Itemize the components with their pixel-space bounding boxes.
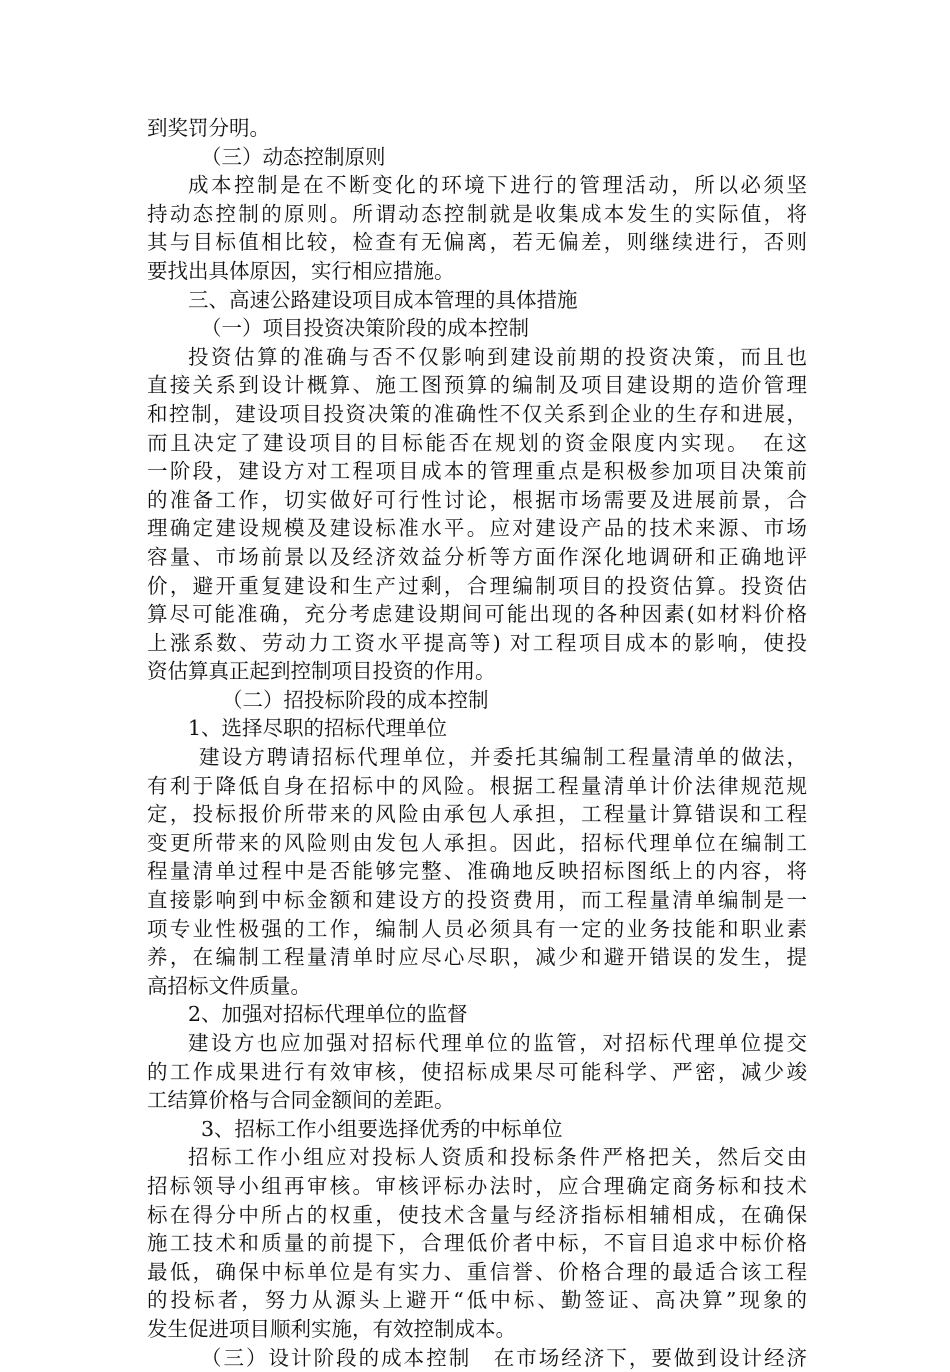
text-line: 理确定建设规模及建设标准水平。应对建设产品的技术来源、市场 [147,516,807,541]
text-line: 程量清单过程中是否能够完整、准确地反映招标图纸上的内容，将 [147,859,807,884]
text-line: 有利于降低自身在招标中的风险。根据工程量清单计价法律规范规 [147,773,807,798]
text-line: 的准备工作，切实做好可行性讨论，根据市场需要及进展前景，合 [147,487,807,512]
text-line: 标在得分中所占的权重，使技术含量与经济指标相辅相成，在确保 [147,1202,807,1227]
text-line: 持动态控制的原则。所谓动态控制就是收集成本发生的实际值，将 [147,201,807,226]
text-line: 养，在编制工程量清单时应尽心尽职，减少和避开错误的发生，提 [147,945,807,970]
text-line: 而且决定了建设项目的目标能否在规划的资金限度内实现。 在这 [147,430,807,455]
text-line: 三、高速公路建设项目成本管理的具体措施 [188,287,578,312]
text-line: 项专业性极强的工作，编制人员必须具有一定的业务技能和职业素 [147,916,807,941]
text-line: 建设方也应加强对招标代理单位的监管，对招标代理单位提交 [188,1031,807,1055]
text-line: 容量、市场前景以及经济效益分析等方面作深化地调研和正确地评 [147,544,807,569]
text-line: 定，投标报价所带来的风险由承包人承担，工程量计算错误和工程 [147,802,807,827]
text-line: 直接影响到中标金额和建设方的投资费用，而工程量清单编制是一 [147,888,807,913]
text-line: 施工技术和质量的前提下，合理低价者中标，不盲目追求中标价格 [147,1231,807,1256]
text-line: 价，避开重复建设和生产过剩，合理编制项目的投资估算。投资估 [147,573,807,598]
text-line: 工结算价格与合同金额间的差距。 [147,1088,455,1113]
text-line: 的投标者，努力从源头上避开“低中标、勤签证、高决算”现象的 [147,1288,807,1313]
text-line: 高招标文件质量。 [147,973,311,998]
text-line: 1、选择尽职的招标代理单位 [188,716,448,741]
text-line: 2、加强对招标代理单位的监督 [188,1002,468,1027]
text-line: 建设方聘请招标代理单位，并委托其编制工程量清单的做法， [199,745,807,770]
text-line: 其与目标值相比较，检查有无偏离，若无偏差，则继续进行，否则 [147,230,807,255]
text-line: 招标工作小组应对投标人资质和投标条件严格把关，然后交由 [188,1145,807,1170]
text-line: 直接关系到设计概算、施工图预算的编制及项目建设期的造价管理 [147,373,807,398]
text-line: 成本控制是在不断变化的环境下进行的管理活动，所以必须坚 [188,173,807,198]
text-line: 和控制，建设项目投资决策的准确性不仅关系到企业的生存和进展， [147,401,807,426]
text-line: 最低，确保中标单位是有实力、重信誉、价格合理的最适合该工程 [147,1259,807,1284]
text-line: （二）招投标阶段的成本控制 [222,687,489,712]
text-line: 3、招标工作小组要选择优秀的中标单位 [201,1116,563,1141]
text-line: 发生促进项目顺利实施，有效控制成本。 [147,1316,516,1341]
text-line: 上涨系数、劳动力工资水平提高等) 对工程项目成本的影响，使投 [147,630,807,655]
text-line: 算尽可能准确，充分考虑建设期间可能出现的各种因素(如材料价格 [147,602,807,627]
text-line: 投资估算的准确与否不仅影响到建设前期的投资决策，而且也 [188,344,807,369]
text-line: 到奖罚分明。 [147,116,270,140]
text-line: 的工作成果进行有效审核，使招标成果尽可能科学、严密，减少竣 [147,1059,807,1084]
document-page [147,114,807,1372]
text-line: 要找出具体原因，实行相应措施。 [147,258,455,283]
text-line: （三）设计阶段的成本控制 在市场经济下，要做到设计经济 [201,1345,807,1370]
text-line: 一阶段，建设方对工程项目成本的管理重点是积极参加项目决策前 [147,459,807,484]
text-line: （一）项目投资决策阶段的成本控制 [201,316,529,341]
text-line: （三）动态控制原则 [201,144,386,169]
text-line: 招标领导小组再审核。审核评标办法时，应合理确定商务标和技术 [147,1173,807,1198]
text-line: 资估算真正起到控制项目投资的作用。 [147,659,496,684]
text-line: 变更所带来的风险则由发包人承担。因此，招标代理单位在编制工 [147,830,807,855]
